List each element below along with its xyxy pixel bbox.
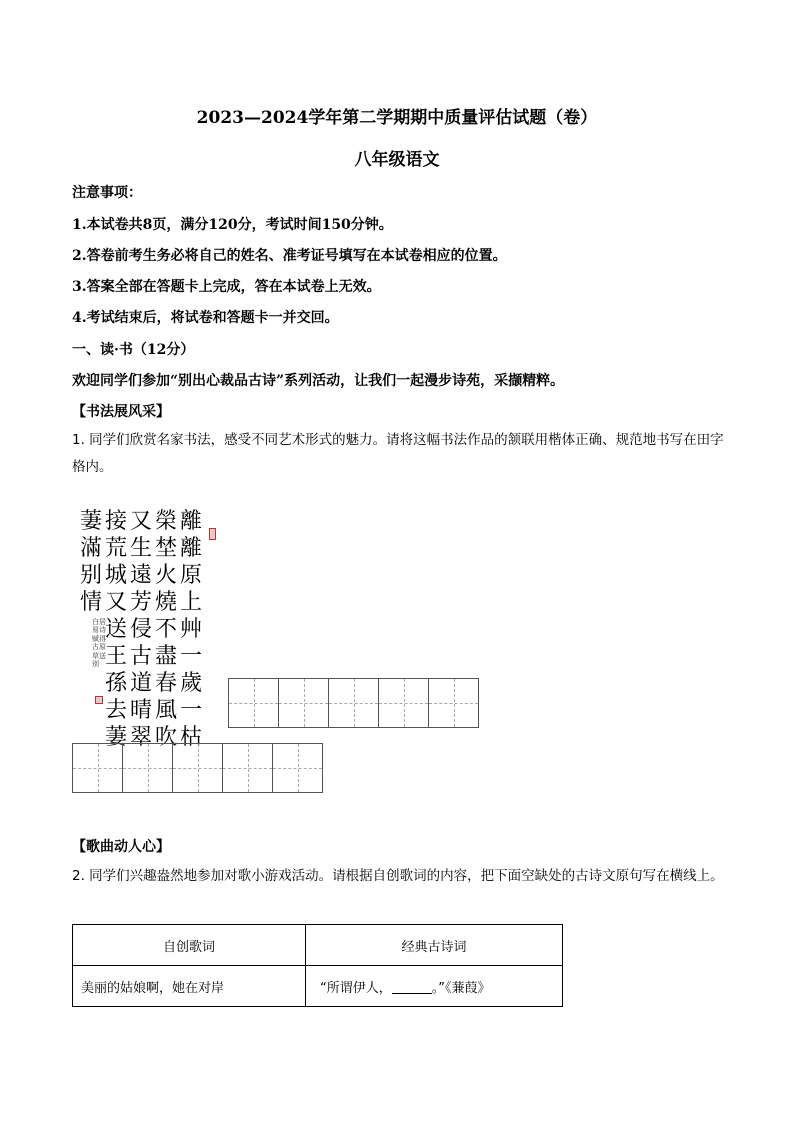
exam-subtitle: 八年级语文	[354, 150, 440, 170]
grid-cell[interactable]	[279, 678, 329, 728]
section-heading: 一、读·书（12分）	[72, 342, 195, 358]
grid-cell[interactable]	[229, 678, 279, 728]
question-2: 2. 同学们兴趣盎然地参加对歌小游戏活动。请根据自创歌词的内容，把下面空缺处的古诗文原句写在横线上。	[72, 868, 724, 884]
table-header-row	[73, 925, 563, 966]
poem-text-before: “所谓伊人，	[320, 980, 392, 996]
calligraphy-char: 埜	[154, 536, 177, 561]
calligraphy-char: 生	[129, 536, 152, 561]
calligraphy-char: 翠	[129, 725, 152, 750]
grid-cell[interactable]	[429, 678, 479, 728]
question-1: 1. 同学们欣赏名家书法，感受不同艺术形式的魅力。请将这幅书法作品的颔联用楷体正确、规范地书写在田字格内。	[72, 432, 724, 475]
poem-text-after: 。”《蒹葭》	[431, 980, 491, 996]
grid-cell[interactable]	[173, 743, 223, 793]
calligraphy-char: 晴	[129, 698, 152, 723]
calligraphy-column	[103, 508, 129, 751]
writing-grid-row-1[interactable]	[228, 678, 479, 728]
calligraphy-char: 風	[154, 698, 177, 723]
exam-title: 2023—2024学年第二学期期中质量评估试题（卷）	[196, 108, 598, 128]
calligraphy-char: 枯	[179, 725, 202, 750]
lyrics-poem-table	[72, 924, 563, 1007]
notice-item-2: 2.答卷前考生务必将自己的姓名、准考证号填写在本试卷相应的位置。	[72, 248, 507, 264]
grid-cell[interactable]	[379, 678, 429, 728]
calligraphy-char: 榮	[154, 509, 177, 534]
calligraphy-char: 艸	[179, 617, 202, 642]
calligraphy-char: 王	[104, 644, 127, 669]
calligraphy-char: 萋	[104, 725, 127, 750]
table-header-poem: 经典古诗词	[306, 925, 563, 966]
calligraphy-char: 接	[104, 509, 127, 534]
calligraphy-column	[178, 508, 204, 751]
calligraphy-char: 城	[104, 563, 127, 588]
section-intro: 欢迎同学们参加“别出心裁品古诗”系列活动，让我们一起漫步诗苑，采撷精粹。	[72, 373, 565, 389]
calligraphy-char: 又	[104, 590, 127, 615]
calligraphy-char: 火	[154, 563, 177, 588]
calligraphy-char: 道	[129, 671, 152, 696]
calligraphy-char: 古	[129, 644, 152, 669]
notice-item-3: 3.答案全部在答题卡上完成，答在本试卷上无效。	[72, 279, 381, 295]
calligraphy-char: 燒	[154, 590, 177, 615]
calligraphy-char: 春	[154, 671, 177, 696]
calligraphy-char: 歲	[179, 671, 202, 696]
calligraphy-signature: 白居易诗赋得古原草送别	[92, 618, 106, 669]
answer-blank[interactable]	[392, 980, 432, 994]
calligraphy-char: 别	[79, 563, 102, 588]
calligraphy-char: 遠	[129, 563, 152, 588]
grid-cell[interactable]	[273, 743, 323, 793]
grid-cell[interactable]	[329, 678, 379, 728]
calligraphy-char: 送	[104, 617, 127, 642]
calligraphy-char: 萋	[79, 509, 102, 534]
calligraphy-char: 又	[129, 509, 152, 534]
calligraphy-char: 情	[79, 590, 102, 615]
calligraphy-char: 荒	[104, 536, 127, 561]
calligraphy-column	[78, 508, 104, 616]
calligraphy-char: 去	[104, 698, 127, 723]
part-heading-calligraphy: 【书法展风采】	[72, 404, 170, 420]
calligraphy-char: 吹	[154, 725, 177, 750]
table-row	[73, 966, 563, 1007]
lyric-cell: 美丽的姑娘啊，她在对岸	[73, 966, 306, 1007]
calligraphy-column	[128, 508, 154, 751]
notice-heading: 注意事项：	[72, 185, 142, 201]
calligraphy-column	[153, 508, 179, 751]
table-header-lyric: 自创歌词	[73, 925, 306, 966]
poem-cell	[306, 966, 563, 1007]
notice-item-4: 4.考试结束后，将试卷和答题卡一并交回。	[72, 310, 339, 326]
calligraphy-char: 侵	[129, 617, 152, 642]
calligraphy-char: 盡	[154, 644, 177, 669]
calligraphy-char: 原	[179, 563, 202, 588]
seal-stamp-small	[95, 696, 103, 704]
seal-stamp	[209, 528, 216, 540]
writing-grid-row-2[interactable]	[72, 743, 323, 793]
calligraphy-char: 不	[154, 617, 177, 642]
calligraphy-char: 離	[179, 536, 202, 561]
grid-cell[interactable]	[223, 743, 273, 793]
calligraphy-char: 離	[179, 509, 202, 534]
calligraphy-char: 孫	[104, 671, 127, 696]
calligraphy-char: 一	[179, 644, 202, 669]
notice-item-1: 1.本试卷共8页，满分120分，考试时间150分钟。	[72, 217, 393, 233]
grid-cell[interactable]	[123, 743, 173, 793]
calligraphy-char: 芳	[129, 590, 152, 615]
calligraphy-char: 上	[179, 590, 202, 615]
grid-cell[interactable]	[73, 743, 123, 793]
calligraphy-char: 一	[179, 698, 202, 723]
calligraphy-char: 滿	[79, 536, 102, 561]
part-heading-song: 【歌曲动人心】	[72, 839, 170, 855]
